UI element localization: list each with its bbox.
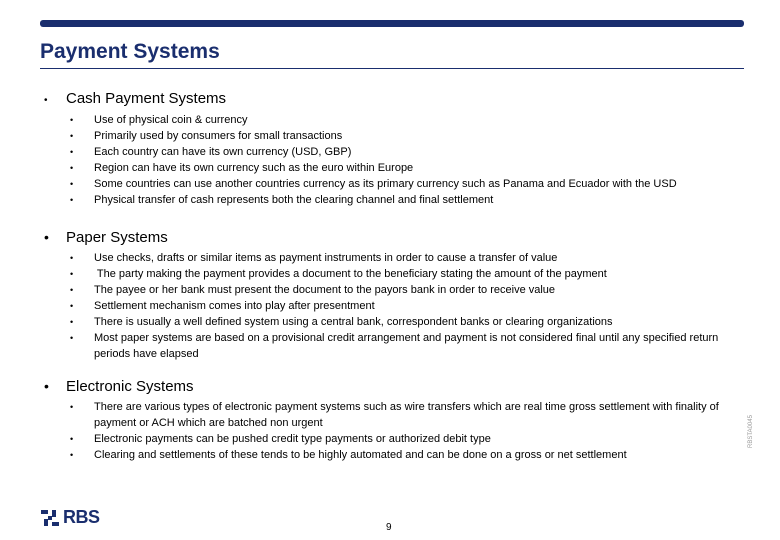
bullet-icon: •	[70, 115, 74, 125]
section-heading-row	[44, 90, 734, 108]
bullet-icon: •	[70, 131, 74, 141]
list-item: • Each country can have its own currency (USD, GBP)	[70, 146, 352, 158]
section-heading-row	[44, 229, 734, 246]
list-item: • There are various types of electronic payment systems such as wire transfers which are real time gross settlement with finality of payment or ACH which are batched non urgent	[70, 401, 719, 429]
list-item: • Settlement mechanism comes into play after presentment	[70, 300, 375, 312]
bullet-icon: •	[70, 333, 74, 343]
list-item: • Some countries can use another countries currency as its primary currency such as Panama and Ecuador with the USD	[70, 178, 677, 190]
list-item: • Clearing and settlements of these tends to be highly automated and can be done on a gross or net settlement	[70, 449, 627, 461]
bullet-icon: •	[70, 301, 74, 311]
bullet-icon: •	[70, 253, 74, 263]
list-item: • Most paper systems are based on a provisional credit arrangement and payment is not considered final until any specified return periods have elapsed	[70, 332, 719, 360]
bullet-icon: •	[70, 179, 74, 189]
section-heading: Cash Payment Systems	[66, 90, 227, 107]
bullet-list	[70, 399, 734, 463]
section-paper	[44, 229, 734, 362]
list-item: • The payee or her bank must present the document to the payors bank in order to receive value	[70, 284, 556, 296]
slide-title: Payment Systems	[40, 40, 220, 63]
title-divider	[40, 68, 744, 69]
rbs-daisy-wheel-icon	[40, 509, 60, 527]
bullet-icon: •	[70, 434, 74, 444]
bullet-icon: •	[70, 163, 74, 173]
bullet-icon: •	[70, 285, 74, 295]
bullet-icon: •	[70, 402, 74, 412]
list-item: • Electronic payments can be pushed credit type payments or authorized debit type	[70, 433, 491, 445]
bullet-icon: •	[70, 147, 74, 157]
list-item: • The party making the payment provides a document to the beneficiary stating the amount of the payment	[70, 268, 607, 280]
list-item: • Region can have its own currency such as the euro within Europe	[70, 162, 414, 174]
section-heading-row	[44, 378, 734, 395]
bullet-icon: •	[70, 269, 74, 279]
list-item: • There is usually a well defined system using a central bank, correspondent banks or clearing organizations	[70, 316, 613, 328]
bullet-icon: •	[44, 378, 49, 394]
brand-name: RBS	[63, 507, 100, 527]
list-item: • Use of physical coin & currency	[70, 114, 248, 126]
section-heading: Electronic Systems	[66, 378, 194, 395]
bullet-list	[70, 250, 734, 362]
bullet-icon: •	[44, 229, 49, 245]
section-electronic	[44, 378, 734, 463]
side-reference-code: RBSTA0045	[748, 415, 754, 448]
section-cash	[44, 90, 734, 208]
rbs-logo	[40, 507, 100, 528]
section-heading: Paper Systems	[66, 229, 168, 246]
list-item: • Physical transfer of cash represents both the clearing channel and final settlement	[70, 194, 494, 206]
bullet-icon: •	[70, 317, 74, 327]
bullet-icon: •	[70, 450, 74, 460]
bullet-icon: •	[44, 95, 48, 106]
list-item: • Use checks, drafts or similar items as payment instruments in order to cause a transfer of value	[70, 252, 558, 264]
bullet-list	[70, 112, 734, 208]
bullet-icon: •	[70, 195, 74, 205]
top-accent-bar	[40, 20, 744, 27]
page-number: 9	[386, 522, 392, 533]
list-item: • Primarily used by consumers for small transactions	[70, 130, 343, 142]
